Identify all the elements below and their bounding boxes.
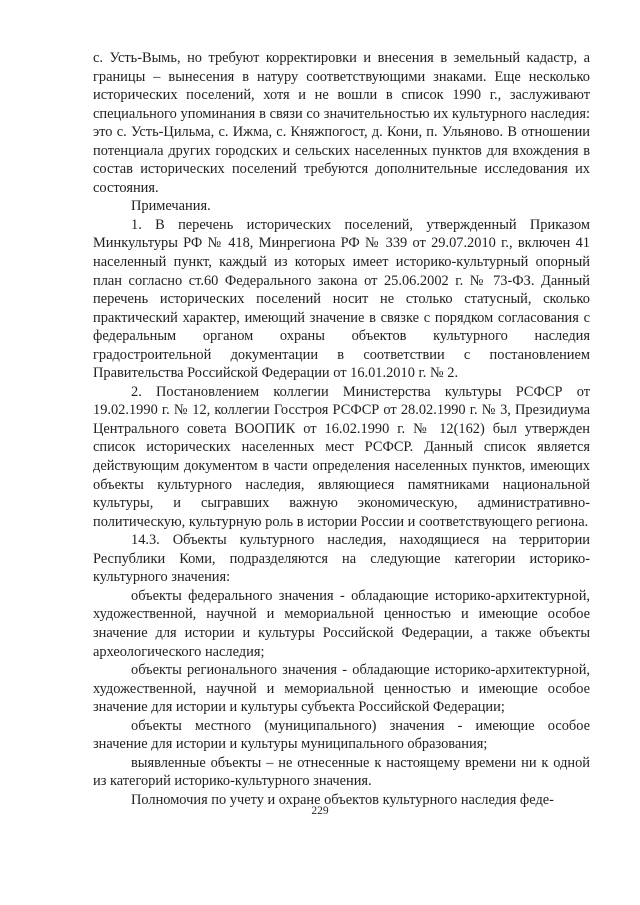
category-local: объекты местного (муниципального) значения - имеющие особое значение для истории и культуры муниципального образования; <box>93 717 590 753</box>
category-regional: объекты регионального значения - обладающие историко-архитектурной, художественной, научной и мемориальной ценностью и имеющие особое значение для истории и культуры субъекта Российской Федерации; <box>93 662 590 716</box>
notes-heading: Примечания. <box>131 198 211 215</box>
category-federal: объекты федерального значения - обладающие историко-архитектурной, художественной, научной и мемориальной ценностью и имеющие особое значение для истории и культуры Российской Федерации, а также объекты археологического наследия; <box>93 587 590 660</box>
document-body <box>93 49 590 809</box>
page-number: 229 <box>311 805 329 817</box>
paragraph-powers: Полномочия по учету и охране объектов культурного наследия феде- <box>131 791 554 808</box>
category-identified: выявленные объекты – не отнесенные к настоящему времени ни к одной из категорий историко-культурного значения. <box>93 754 590 790</box>
note-2: 2. Постановлением коллегии Министерства культуры РСФСР от 19.02.1990 г. № 12, коллегии Госстроя РСФСР от 28.02.1990 г. № 3, Президиума Центрального совета ВООПИК от 16.02.1990 г. № 12(162) был утвержден список исторических населенных мест РСФСР. Данный список является действующим документом в части определения населенных пунктов, имеющих объекты культурного наследия, являющиеся памятниками национальной культуры, и сыгравших важную экономическую, административно-политическую, культурную роль в истории России и соответствующего региона. <box>93 383 590 530</box>
paragraph-continuation: с. Усть-Вымь, но требуют корректировки и внесения в земельный кадастр, а границы – вынесения в натуру соответствующими знаками. Еще несколько исторических поселений, хотя и не вошли в список 1990 г., заслуживают специального упоминания в связи со значительностью их культурного наследия: это с. Усть-Цильма, с. Ижма, с. Княжпогост, д. Кони, п. Ульяново. В отношении потенциала других городских и сельских населенных пунктов для вхождения в состав исторических поселений требуются дополнительные исследования их состояния. <box>93 50 590 196</box>
section-14-3: 14.3. Объекты культурного наследия, находящиеся на территории Республики Коми, подразделяются на следующие категории историко-культурного значения: <box>93 532 590 586</box>
note-1: 1. В перечень исторических поселений, утвержденный Приказом Минкультуры РФ № 418, Минрегиона РФ № 339 от 29.07.2010 г., включен 41 населенный пункт, каждый из которых имеет историко-культурный опорный план согласно ст.60 Федерального закона от 25.06.2002 г. № 73-ФЗ. Данный перечень исторических поселений носит не столько статусный, сколько практический характер, имеющий значение в связке с порядком согласования с федеральным органом охраны объектов культурного наследия градостроительной документации в соответствии с постановлением Правительства Российской Федерации от 16.01.2010 г. № 2. <box>93 216 590 382</box>
